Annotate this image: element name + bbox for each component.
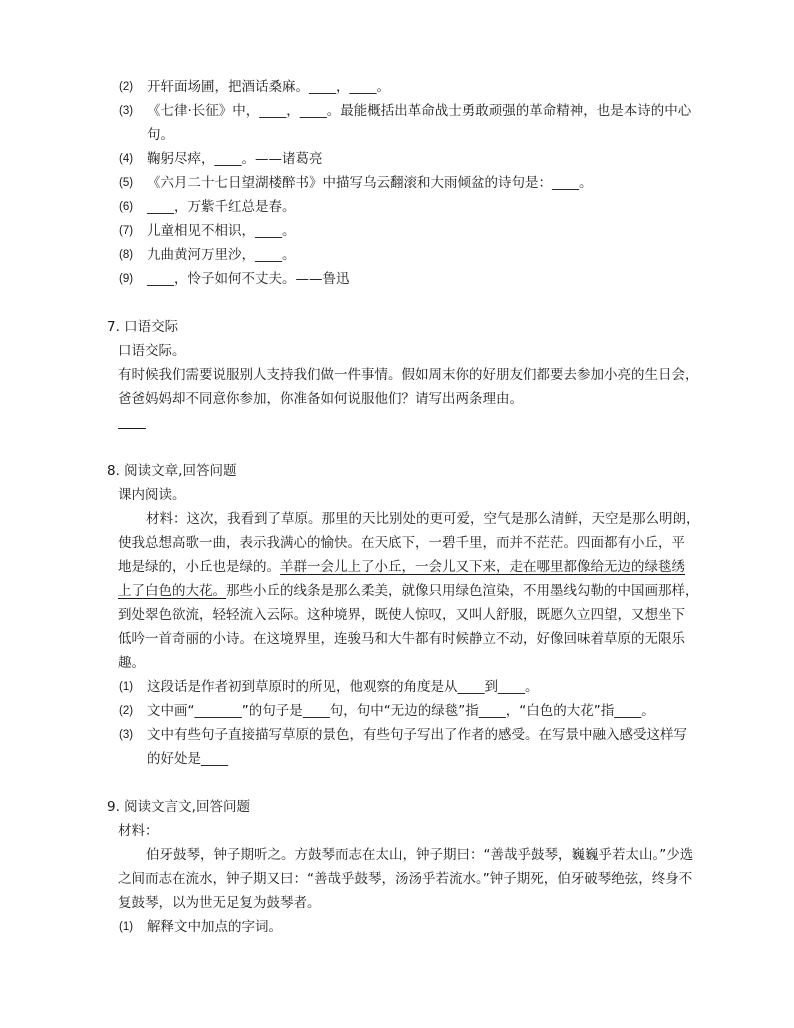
item-number: (2)	[119, 81, 134, 93]
passage-text: 材料：这次，我看到了草原。那里的天比别处的更可爱，空气是那么清鲜，天空是那么明朗，	[146, 511, 700, 527]
question-text-continuation: 的好处是____	[147, 751, 228, 767]
question-text: 开轩面场圃，把酒话桑麻。____，____。	[147, 79, 390, 95]
question-text: 文中有些句子直接描写草原的景色，有些句子写出了作者的感受。在写景中融入感受这样写	[147, 727, 687, 743]
passage-text: 趣。	[118, 655, 145, 671]
item-number: (3)	[119, 105, 134, 117]
item-number: (2)	[119, 705, 134, 717]
passage-text	[118, 557, 685, 577]
question-subheading: 口语交际。	[118, 343, 186, 359]
question-body: 有时候我们需要说服别人支持我们做一件事情。假如周末你的好朋友们都要去参加小亮的生日会，	[118, 367, 699, 383]
question-text: 鞠躬尽瘁，____。——诸葛亮	[147, 151, 323, 167]
question-text: 儿童相见不相识，____。	[147, 223, 296, 239]
item-number: (5)	[119, 177, 134, 189]
item-number: (1)	[119, 681, 134, 693]
question-heading: 7. 口语交际	[107, 319, 179, 335]
question-text: ____，怜子如何不丈夫。——鲁迅	[147, 271, 350, 287]
question-text: ____，万紫千红总是春。	[147, 199, 296, 215]
question-text: 《六月二十七日望湖楼醉书》中描写乌云翻滚和大雨倾盆的诗句是：____。	[147, 175, 593, 191]
passage-text	[118, 581, 699, 601]
answer-blank-line	[118, 428, 146, 429]
item-number: (4)	[119, 153, 134, 165]
question-text: 《七律·长征》中，____，____。最能概括出革命战士勇敢顽强的革命精神，也是本诗的中心	[147, 103, 692, 119]
item-number: (8)	[119, 249, 134, 261]
underlined-sentence: 上了白色的大花。	[118, 583, 226, 599]
passage-text: 到处翠色欲流，轻轻流入云际。这种境界，既使人惊叹，又叫人舒服，既愿久立四望，又想坐下	[118, 607, 685, 623]
question-text: 解释文中加点的字词。	[147, 919, 282, 935]
item-number: (1)	[119, 921, 134, 933]
passage-text: 之间而志在流水，钟子期又曰：“善哉乎鼓琴，汤汤乎若流水。”钟子期死，伯牙破琴绝弦，终身不	[118, 871, 693, 887]
question-text-continuation: 句。	[147, 127, 174, 143]
question-body: 爸爸妈妈却不同意你参加，你准备如何说服他们？请写出两条理由。	[118, 391, 523, 407]
question-text: 这段话是作者初到草原时的所见，他观察的角度是从____到____。	[147, 679, 539, 695]
underlined-sentence: 羊群一会儿上了小丘，一会儿又下来，走在哪里都像给无边的绿毯绣	[280, 559, 685, 575]
passage-text: 复鼓琴，以为世无足复为鼓琴者。	[118, 895, 321, 911]
question-text: 九曲黄河万里沙，____。	[147, 247, 296, 263]
passage-segment: 地是绿的，小丘也是绿的。	[118, 559, 280, 575]
question-subheading: 材料：	[118, 823, 159, 839]
question-heading: 8. 阅读文章,回答问题	[107, 463, 237, 479]
item-number: (6)	[119, 201, 134, 213]
passage-segment: 那些小丘的线条是那么柔美，就像只用绿色渲染，不用墨线勾勒的中国画那样，	[226, 583, 699, 599]
item-number: (3)	[119, 729, 134, 741]
question-subheading: 课内阅读。	[118, 487, 186, 503]
passage-text: 伯牙鼓琴，钟子期听之。方鼓琴而志在太山，钟子期曰：“善哉乎鼓琴，巍巍乎若太山。”少选	[146, 847, 694, 863]
item-number: (9)	[119, 273, 134, 285]
passage-text: 低吟一首奇丽的小诗。在这境界里，连骏马和大牛都有时候静立不动，好像回味着草原的无限乐	[118, 631, 685, 647]
item-number: (7)	[119, 225, 134, 237]
passage-text: 使我总想高歌一曲，表示我满心的愉快。在天底下，一碧千里，而并不茫茫。四面都有小丘，平	[118, 535, 685, 551]
question-text: 文中画“_______”的句子是____句，句中“无边的绿毯”指____，“白色的大花”指____。	[147, 703, 655, 719]
question-heading: 9. 阅读文言文,回答问题	[107, 799, 250, 815]
